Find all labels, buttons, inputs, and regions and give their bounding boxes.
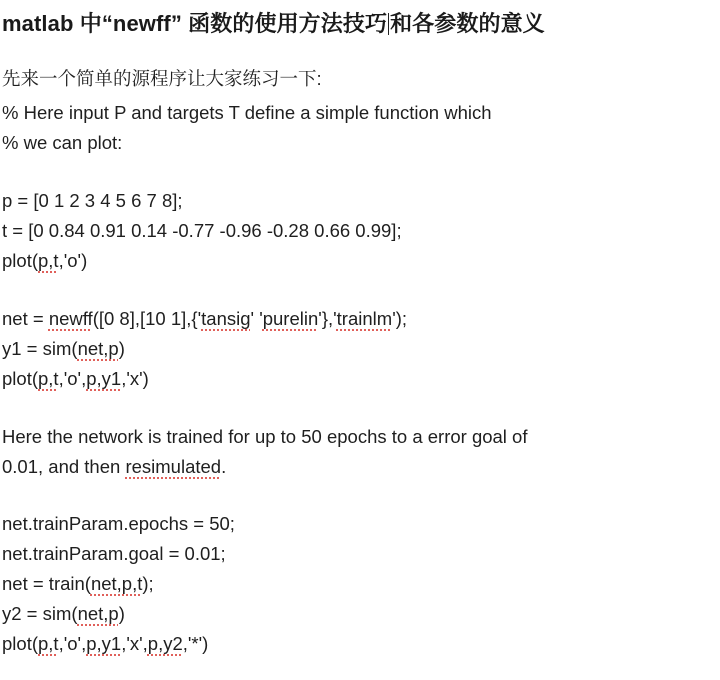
text-cursor (388, 13, 389, 35)
paragraph-line-2 (2, 454, 226, 480)
spellcheck-word[interactable]: net,p,t (90, 573, 143, 594)
code-text: plot( (2, 633, 38, 654)
code-line-plot2 (2, 366, 149, 392)
spellcheck-word[interactable]: trainlm (336, 308, 393, 329)
code-text: net = (2, 308, 49, 329)
code-text: ,'*') (182, 633, 209, 654)
paragraph-line-1: Here the network is trained for up to 50 epochs to a error goal of (2, 426, 528, 447)
title-text-part2: 和各参数的意义 (390, 11, 545, 36)
code-line-goal: net.trainParam.goal = 0.01; (2, 543, 226, 564)
spellcheck-word[interactable]: tansig (201, 308, 251, 329)
code-text: '); (392, 308, 408, 329)
code-text: y1 = sim( (2, 338, 78, 359)
code-text: plot( (2, 368, 38, 389)
code-line-p: p = [0 1 2 3 4 5 6 7 8]; (2, 190, 183, 211)
code-text: '},' (318, 308, 337, 329)
code-text: ,'o', (58, 368, 87, 389)
spellcheck-word[interactable]: purelin (262, 308, 319, 329)
code-text: ,'x', (121, 633, 148, 654)
spellcheck-word[interactable]: p,t (38, 250, 59, 271)
code-text: net = train( (2, 573, 91, 594)
spellcheck-word[interactable]: resimulated (125, 456, 222, 477)
code-text: ) (118, 338, 125, 359)
code-text: ) (118, 603, 125, 624)
spellcheck-word[interactable]: p,t (38, 368, 59, 389)
paragraph-text: . (221, 456, 227, 477)
spellcheck-word[interactable]: net,p (77, 603, 119, 624)
title-text-part1: matlab 中“newff” 函数的使用方法技巧 (2, 11, 388, 36)
spellcheck-word[interactable]: p,y1 (86, 368, 122, 389)
code-line-plot1 (2, 248, 87, 274)
code-line-newff (2, 306, 407, 332)
code-line-y2 (2, 601, 125, 627)
code-text: ([0 8],[10 1],{' (92, 308, 202, 329)
code-text: ,'o') (58, 250, 88, 271)
code-line-plot3 (2, 631, 208, 657)
spellcheck-word[interactable]: newff (48, 308, 93, 329)
code-line-train (2, 571, 154, 597)
spellcheck-word[interactable]: net,p (77, 338, 119, 359)
code-text: ,'o', (58, 633, 87, 654)
code-line-epochs: net.trainParam.epochs = 50; (2, 513, 235, 534)
code-text: ' ' (250, 308, 263, 329)
comment-line-2: % we can plot: (2, 132, 123, 153)
spellcheck-word[interactable]: p,y2 (147, 633, 183, 654)
intro-line: 先来一个简单的源程序让大家练习一下: (2, 68, 322, 89)
code-text: y2 = sim( (2, 603, 78, 624)
comment-line-1: % Here input P and targets T define a simple function which (2, 102, 492, 123)
code-line-y1 (2, 336, 125, 362)
document-title[interactable] (2, 9, 545, 39)
code-text: ); (142, 573, 154, 594)
spellcheck-word[interactable]: p,y1 (86, 633, 122, 654)
code-line-t: t = [0 0.84 0.91 0.14 -0.77 -0.96 -0.28 0.66 0.99]; (2, 220, 402, 241)
code-text: plot( (2, 250, 38, 271)
spellcheck-word[interactable]: p,t (38, 633, 59, 654)
paragraph-text: 0.01, and then (2, 456, 126, 477)
code-text: ,'x') (121, 368, 149, 389)
